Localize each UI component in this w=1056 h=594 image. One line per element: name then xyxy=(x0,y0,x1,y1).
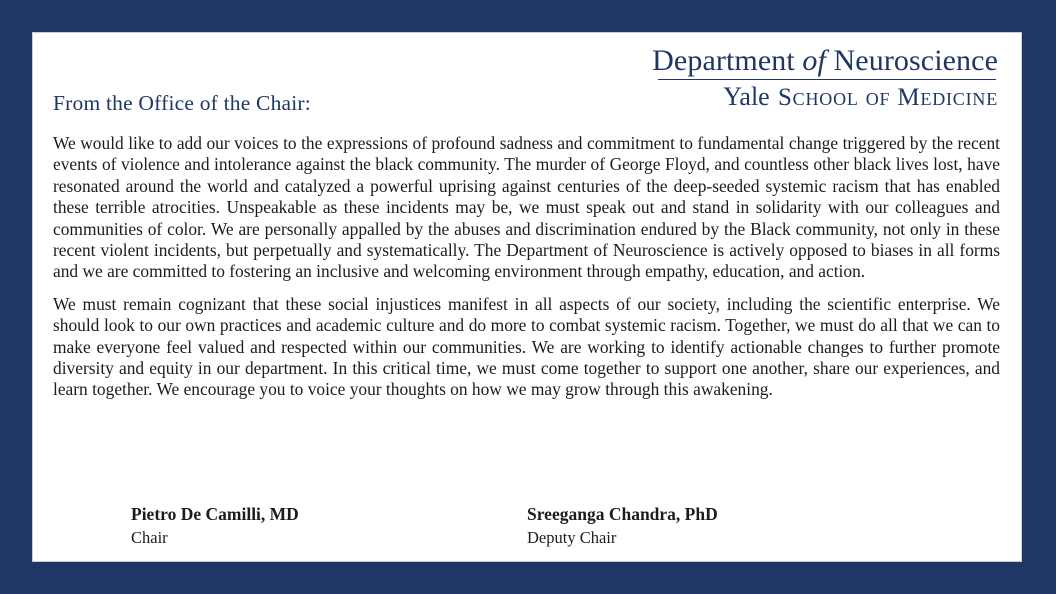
department-logo xyxy=(652,45,998,111)
body-paragraph: We would like to add our voices to the expressions of profound sadness and commitment to fundamental change triggered by the recent events of violence and intolerance against the black community. The murder of George Floyd, and countless other black lives lost, have resonated around the world and catalyzed a powerful uprising against centuries of the deep-seeded systemic racism that has enabled these terrible atrocities. Unspeakable as these incidents may be, we must speak out and stand in solidarity with our colleagues and communities of color. We are personally appalled by the abuses and discrimination endured by the Black community, not only in these recent violent incidents, but perpetually and systematically. The Department of Neuroscience is actively opposed to biases in all forms and we are committed to fostering an inclusive and welcoming environment through empathy, education, and action. xyxy=(53,133,1000,282)
signature-name: Pietro De Camilli, MD xyxy=(131,504,299,524)
body-paragraph: We must remain cognizant that these social injustices manifest in all aspects of our society, including the scientific enterprise. We should look to our own practices and academic culture and do more to combat systemic racism. Together, we must do all that we can to make everyone feel valued and respected within our communities. We are working to identify actionable changes to further promote diversity and equity in our department. In this critical time, we must come together to support one another, share our experiences, and learn together. We encourage you to voice your thoughts on how we may grow through this awakening. xyxy=(53,293,1000,400)
signature-title: Deputy Chair xyxy=(527,528,617,547)
logo-school-line xyxy=(652,84,998,111)
logo-yale: Yale xyxy=(723,82,770,111)
logo-school: School of Medicine xyxy=(777,84,998,111)
logo-dept-of: of xyxy=(802,44,826,77)
signature-chair xyxy=(131,503,299,549)
office-heading: From the Office of the Chair: xyxy=(53,91,311,115)
logo-department-line xyxy=(652,45,998,77)
signature-title: Chair xyxy=(131,528,168,547)
letter-card xyxy=(32,32,1022,562)
signature-deputy-chair xyxy=(527,503,718,549)
logo-dept-prefix: Department xyxy=(652,44,795,77)
signature-name: Sreeganga Chandra, PhD xyxy=(527,504,718,524)
letter-body xyxy=(53,133,1000,412)
logo-dept-suffix: Neuroscience xyxy=(833,44,998,77)
logo-divider xyxy=(658,79,996,80)
